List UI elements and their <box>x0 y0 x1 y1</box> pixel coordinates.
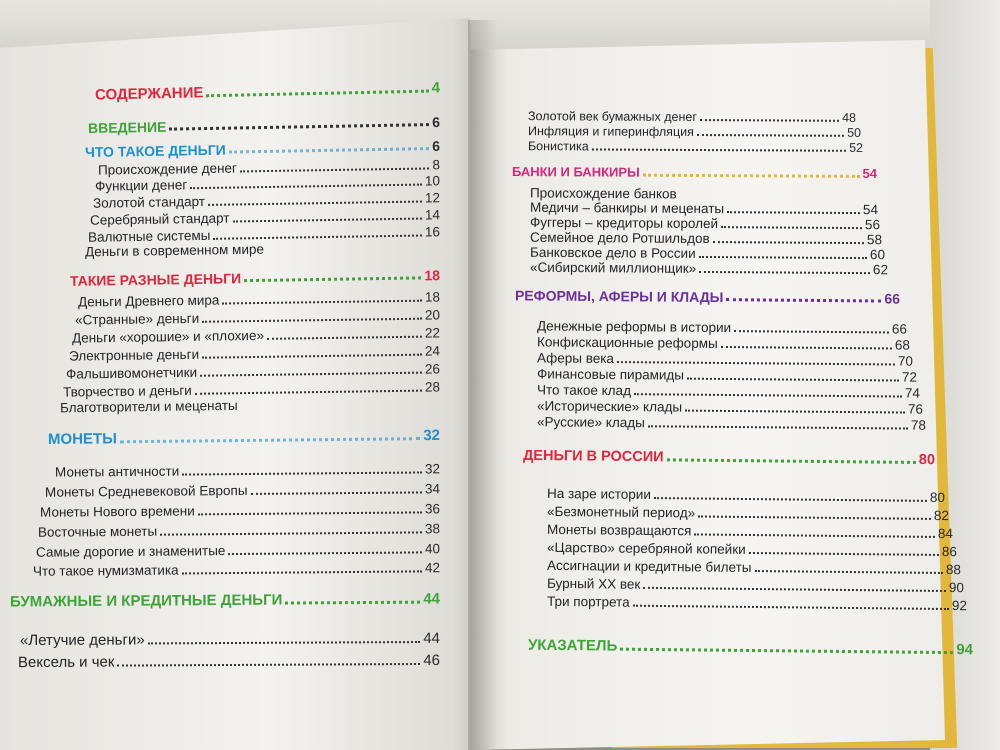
toc-item: «Летучие деньги» 44 <box>19 629 441 650</box>
toc-item: «Сибирский миллионщик» 62 <box>529 259 889 278</box>
toc-item: «Русские» клады 78 <box>536 414 927 433</box>
toc-item: Творчество и деньги 28 <box>62 379 441 400</box>
toc-item: Благотворители и меценаты <box>59 397 238 416</box>
toc-item: Самые дорогие и знаменитые 40 <box>35 541 441 560</box>
toc-item: Восточные монеты 38 <box>37 521 441 540</box>
toc-item: Функции денег 10 <box>94 173 441 194</box>
toc-section-title: ДЕНЬГИ В РОССИИ 80 <box>522 447 936 469</box>
toc-item: Семейное дело Ротшильдов 58 <box>529 229 883 248</box>
toc-item: Бурный XX век 90 <box>546 575 965 596</box>
toc-item: Монеты возвращаются 84 <box>546 521 954 542</box>
toc-item: Деньги Древнего мира 18 <box>77 289 441 310</box>
toc-section-title: РЕФОРМЫ, АФЕРЫ И КЛАДЫ 66 <box>514 287 901 307</box>
toc-item: Электронные деньги 24 <box>68 343 441 364</box>
toc-item: Монеты Нового времени 36 <box>39 501 441 520</box>
toc-item: Банковское дело в России 60 <box>529 244 886 263</box>
toc-item: Что такое нумизматика 42 <box>32 560 441 579</box>
toc-item: Монеты Средневековой Европы 34 <box>44 481 441 500</box>
toc-item: Золотой стандарт 12 <box>92 190 441 211</box>
toc-section-title: БУМАЖНЫЕ И КРЕДИТНЫЕ ДЕНЬГИ 44 <box>9 590 441 611</box>
toc-item: Происхождение денег 8 <box>97 157 441 178</box>
toc-item: Медичи – банкиры и меценаты 54 <box>529 199 879 218</box>
toc-item: Серебряный стандарт 14 <box>89 207 441 228</box>
toc-section-title: ТАКИЕ РАЗНЫЕ ДЕНЬГИ 18 <box>69 267 441 289</box>
toc-item: Три портрета 92 <box>546 593 968 614</box>
toc-item: Деньги в современном мире <box>84 241 265 260</box>
toc-heading-contents: СОДЕРЖАНИЕ 4 <box>94 79 441 104</box>
toc-item: Аферы века 70 <box>536 350 914 369</box>
toc-item: Фальшивомонетчики 26 <box>65 361 441 382</box>
toc-item: Деньги «хорошие» и «плохие» 22 <box>71 325 441 346</box>
toc-item: Инфляция и гиперинфляция 50 <box>527 124 862 140</box>
toc-section-title: ЧТО ТАКОЕ ДЕНЬГИ 6 <box>84 137 441 161</box>
toc-item: Что такое клад 74 <box>536 382 921 401</box>
toc-item: Вексель и чек 46 <box>17 651 441 672</box>
toc-item: Денежные реформы в истории 66 <box>536 318 908 337</box>
toc-section-title: УКАЗАТЕЛЬ 94 <box>527 636 974 659</box>
toc-item: «Безмонетный период» 82 <box>546 503 950 524</box>
toc-item: Фуггеры – кредиторы королей 56 <box>529 214 881 233</box>
toc-item: На заре истории 80 <box>546 485 946 506</box>
toc-heading-intro: ВВЕДЕНИЕ 6 <box>87 113 441 137</box>
toc-item: «Царство» серебряной копейки 86 <box>546 539 958 560</box>
toc-item: Бонистика 52 <box>527 139 864 155</box>
toc-item: Конфискационные реформы 68 <box>536 334 911 353</box>
toc-item: Валютные системы 16 <box>87 224 441 245</box>
toc-item: Монеты античности 32 <box>54 461 441 480</box>
toc-item: Ассигнации и кредитные билеты 88 <box>546 557 962 578</box>
toc-item: Финансовые пирамиды 72 <box>536 366 918 385</box>
toc-item: «Странные» деньги 20 <box>74 307 441 328</box>
toc-section-title: БАНКИ И БАНКИРЫ 54 <box>511 164 878 181</box>
toc-section-title: МОНЕТЫ 32 <box>47 426 441 449</box>
toc-item: Золотой век бумажных денег 48 <box>527 109 857 125</box>
toc-item: «Исторические» клады 76 <box>536 398 924 417</box>
toc-item: Происхождение банков <box>529 185 677 202</box>
